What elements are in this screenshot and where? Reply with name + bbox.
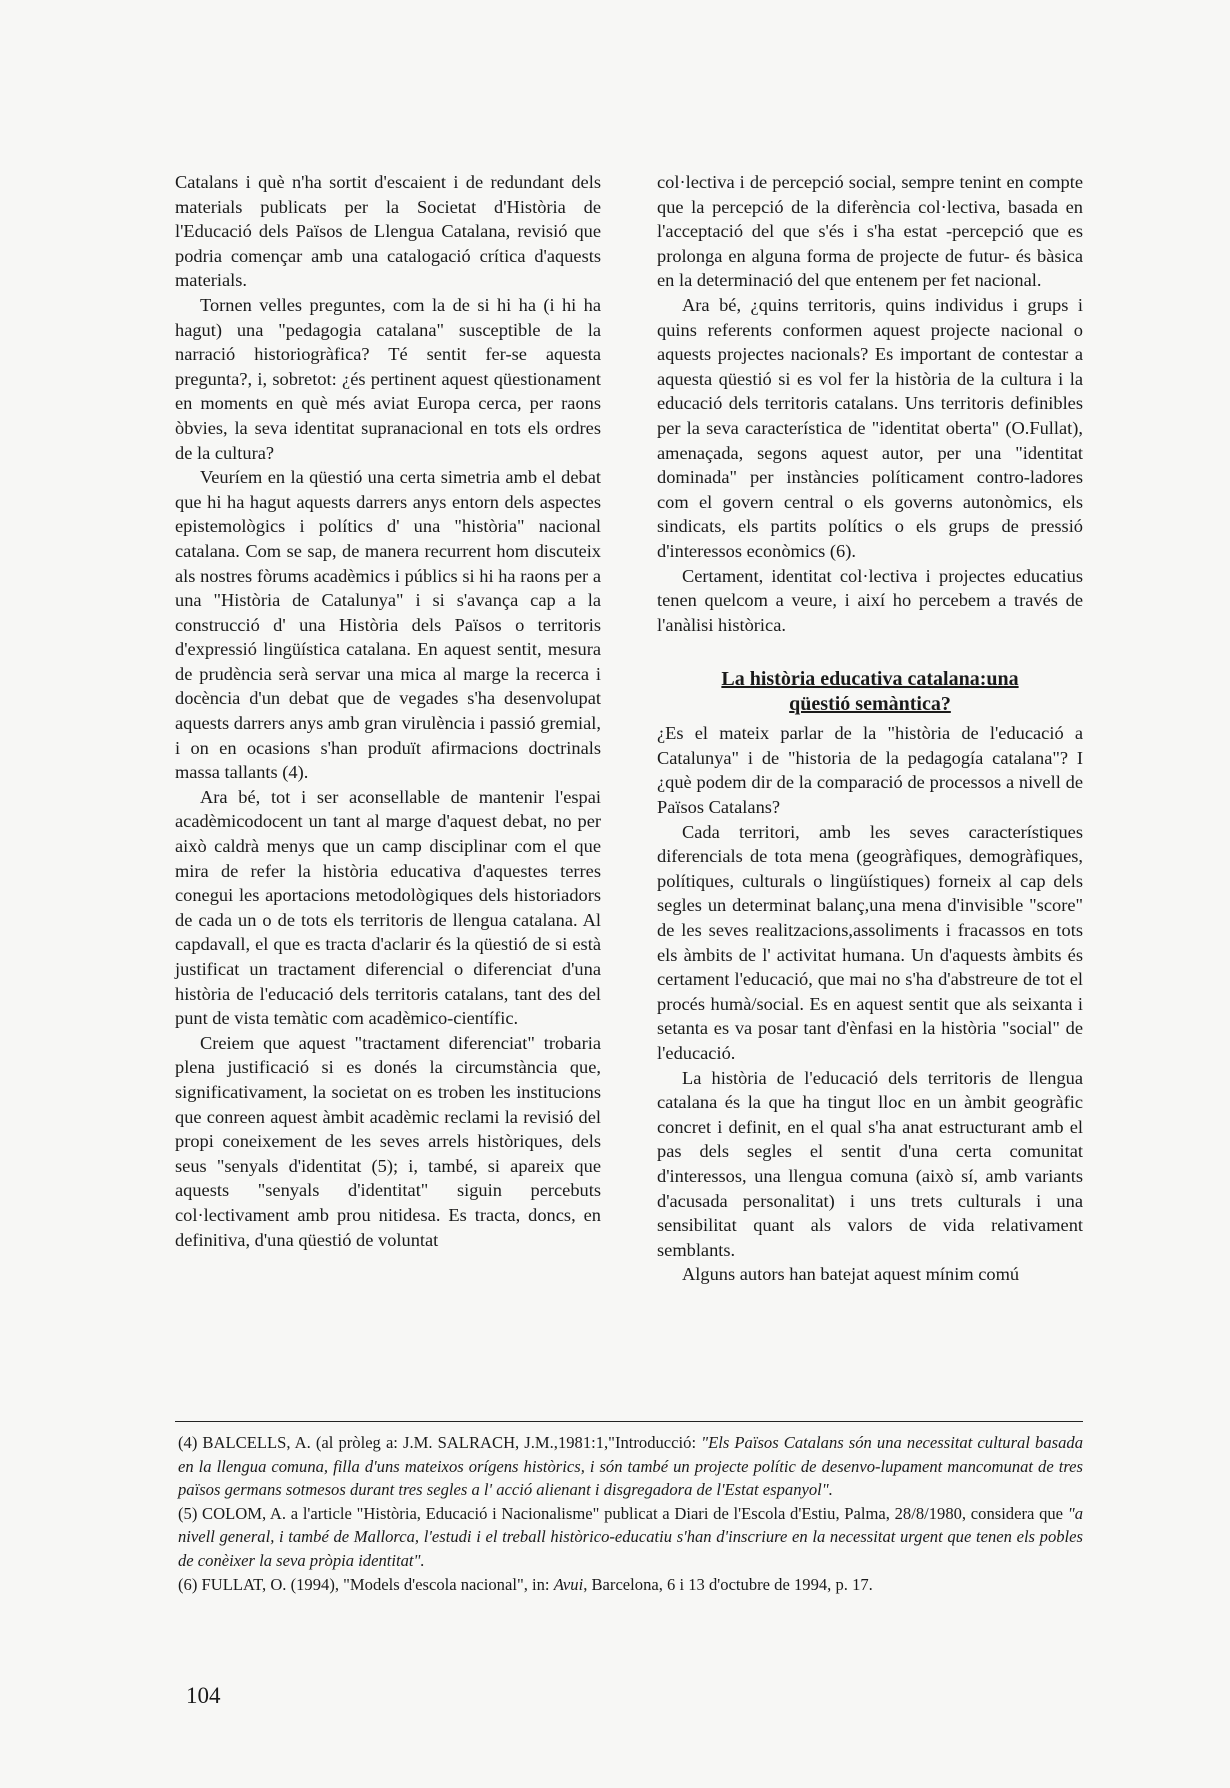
footnote-5 xyxy=(178,1502,1083,1573)
paragraph: Veuríem en la qüestió una certa simetria amb el debat que hi ha hagut aquests darrers anys entorn dels aspectes epistemològics i polítics d' una "història" nacional catalana. Com se sap, de manera recurrent hom discuteix als nostres fòrums acadèmics i públics si hi ha raons per a una "Història de Catalunya" i si s'avança cap a la construcció d' una Història dels Països o territoris d'expressió lingüística catalana. En aquest sentit, mesura de prudència serà servar una mica al marge la recerca i docència d'un debat que de vegades s'ha desenvolupat aquests darrers anys amb gran virulència i passió gremial, i on en ocasions s'han produït afirmacions doctrinals massa tallants (4). xyxy=(175,467,601,783)
footnote-6 xyxy=(178,1573,1083,1597)
footnote-text: , Barcelona, 6 i 13 d'octubre de 1994, p. 17. xyxy=(583,1574,873,1594)
footnote-quote: "Els Països Catalans són una necessitat cultural basada en la llengua comuna, filla d'uns mateixos orígens històrics, i són també un projecte polític de desenvo-lupament mancomunat de tres països germans sotmesos durant tres segles a l' acció alienant i disgregadora de l'Estat espanyol". xyxy=(178,1433,1083,1500)
paragraph: Tornen velles preguntes, com la de si hi ha (i hi ha hagut) una "pedagogia catalana" susceptible de la narració historiogràfica? Té sentit fer-se aquesta pregunta?, i, sobretot: ¿és pertinent aquest qüestionament en moments en què més aviat Europa cerca, per raons òbvies, la seva identitat supranacional en tots els ordres de la cultura? xyxy=(175,294,601,463)
left-column xyxy=(175,170,601,1252)
paragraph: Creiem que aquest "tractament diferenciat" trobaria plena justificació si es donés la circumstància que, significativament, la societat on es troben les institucions que conreen aquest àmbit acadèmic reclami la revisió del propi coneixement de les seves arrels històriques, dels seus "senyals d'identitat (5); i, també, si apareix que aquests "senyals d'identitat" siguin percebuts col·lectivament amb prou nitidesa. Es tracta, doncs, en definitiva, d'una qüestió de voluntat xyxy=(175,1032,601,1250)
footnote-text: (5) COLOM, A. a l'article "Història, Educació i Nacionalisme" publicat a Diari de l'Escola d'Estiu, Palma, 28/8/1980, considera que xyxy=(178,1503,1068,1523)
paragraph: Ara bé, tot i ser aconsellable de mantenir l'espai acadèmicodocent un tant al marge d'aquest debat, no per això caldrà menys que un camp disciplinar com el que mira de refer la història educativa d'aquestes terres conegui les aportacions metodològiques dels historiadors de cada un o de tots els territoris de llengua catalana. Al capdavall, el que es tracta d'aclarir és la qüestió de si està justificat un tractament diferencial o diferenciat d'una història de l'educació dels territoris catalans, tant des del punt de vista temàtic com acadèmico-científic. xyxy=(175,786,601,1029)
paragraph: Certament, identitat col·lectiva i projectes educatius tenen quelcom a veure, i així ho percebem a través de l'anàlisi històrica. xyxy=(657,565,1083,635)
paragraph: col·lectiva i de percepció social, sempre tenint en compte que la percepció de la diferència col·lectiva, basada en l'acceptació del que s'és i s'ha estat -percepció que es prolonga en alguna forma de projecte de futur- és bàsica en la determinació del que entenem per fet nacional. xyxy=(657,172,1083,291)
footnote-text: (4) BALCELLS, A. (al pròleg a: J.M. SALRACH, J.M.,1981:1,"Introducció: xyxy=(178,1433,702,1452)
section-heading xyxy=(657,667,1083,717)
footnote-divider xyxy=(175,1421,1083,1422)
paragraph: Catalans i què n'ha sortit d'escaient i de redundant dels materials publicats per la Societat d'Història de l'Educació dels Països de Llengua Catalana, revisió que podria començar amb una catalogació crítica d'aquests materials. xyxy=(175,172,601,291)
page-number: 104 xyxy=(186,1683,221,1708)
right-column xyxy=(657,170,1083,1287)
footnote-quote: "a nivell general, i també de Mallorca, l'estudi i el treball històrico-educatiu s'han d'inscriure en la necessitat urgent que tenen els pobles de conèixer la seva pròpia identitat". xyxy=(178,1503,1083,1570)
paragraph: ¿Es el mateix parlar de la "història de l'educació a Catalunya" i de "historia de la pedagogía catalana"? I ¿què podem dir de la comparació de processos a nivell de Països Catalans? xyxy=(657,723,1083,818)
paragraph: La història de l'educació dels territoris de llengua catalana és la que ha tingut lloc en un àmbit geogràfic concret i definit, en el qual s'ha anat estructurant amb el pas dels segles el sentit d'una certa comunitat d'interessos, una llengua comuna (això sí, amb variants d'acusada personalitat) i uns trets culturals i una sensibilitat quant als valors de vida relativament semblants. xyxy=(657,1067,1083,1260)
section-heading-line: La història educativa catalana:una xyxy=(721,668,1019,691)
footnote-4 xyxy=(178,1431,1083,1502)
paragraph: Ara bé, ¿quins territoris, quins individus i grups i quins referents conformen aquest projecte nacional o aquests projectes nacionals? Es important de contestar a aquesta qüestió si es vol fer la història de la cultura i la educació dels territoris catalans. Uns territoris definibles per la seva característica de "identitat oberta" (O.Fullat), amenaçada, segons aquest autor, per una "identitat dominada" per instàncies políticament contro-ladores com el govern central o els governs autonòmics, els sindicats, els partits polítics o els grups de pressió d'interessos econòmics (6). xyxy=(657,294,1083,561)
footnote-text: (6) FULLAT, O. (1994), "Models d'escola nacional", in: xyxy=(178,1574,554,1594)
paragraph: Alguns autors han batejat aquest mínim comú xyxy=(682,1264,1020,1285)
footnotes xyxy=(178,1431,1083,1596)
section-heading-line: qüestió semàntica? xyxy=(789,693,951,716)
paragraph: Cada territori, amb les seves característiques diferencials de tota mena (geogràfiques, demogràfiques, polítiques, culturals o lingüístiques) forneix al cap dels segles un determinat balanç,una mena d'invisible "score" de les seves realitzacions,assoliments i fracassos en tots els àmbits de l' activitat humana. Un d'aquests àmbits és certament l'educació, que mai no s'ha d'abstreure de tot el procés humà/social. Es en aquest sentit que als seixanta i setanta es va posar tant d'ènfasi en la història "social" de l'educació. xyxy=(657,821,1083,1063)
footnote-publication: Avui xyxy=(553,1574,584,1594)
